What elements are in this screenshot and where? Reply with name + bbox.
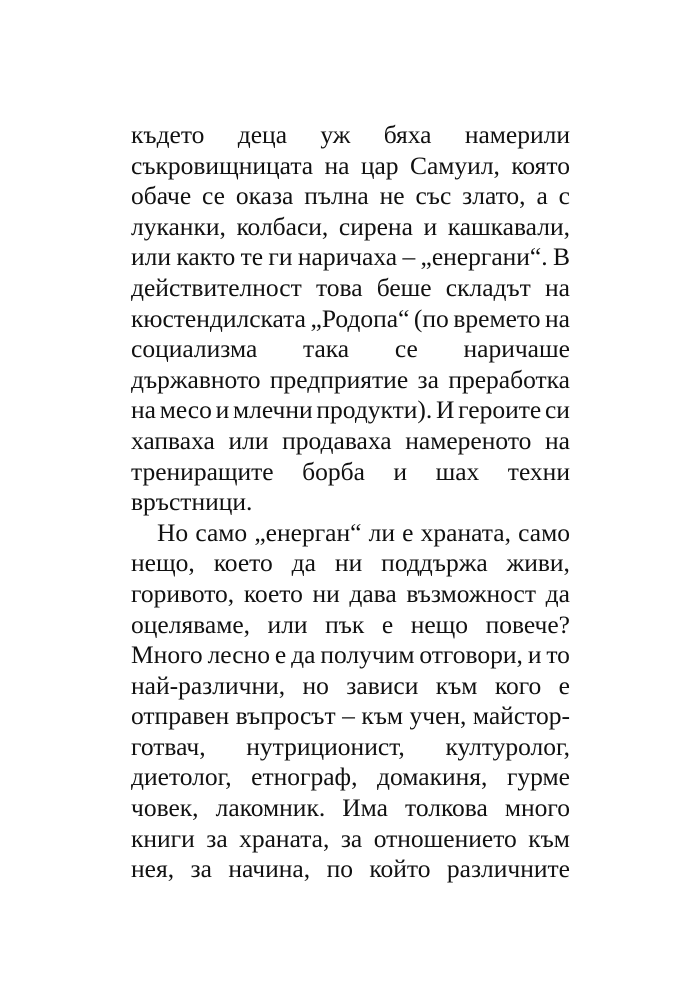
text-line: където деца уж бяха намерили [131, 120, 570, 149]
text-line: диетолог, етнограф, домакиня, гурме [131, 762, 570, 792]
text-line: обаче се оказа пълна не със злато, а с [131, 181, 570, 211]
text-line: Много лесно е да получим отговори, и то [131, 640, 570, 670]
text-line: хапваха или продаваха намереното на [131, 425, 570, 455]
text-line: горивото, което ни дава възможност да [131, 578, 570, 608]
text-line: готвач, нутриционист, културолог, [131, 731, 570, 761]
text-line: кюстендилската „Родопа“ (по времето на [131, 303, 570, 333]
text-line: оцеляваме, или пък е нещо повече? [131, 609, 570, 639]
text-line: нея, за начина, по който различните [131, 854, 570, 884]
paragraph [131, 518, 570, 885]
text-line: трениращите борба и шах техни [131, 456, 570, 486]
text-line: човек, лакомник. Има толкова много [131, 793, 570, 823]
text-line: луканки, колбаси, сирена и кашкавали, [131, 211, 570, 241]
text-line: съкровищницата на цар Самуил, която [131, 150, 570, 180]
text-line: отправен въпросът – към учен, майстор- [131, 701, 570, 731]
text-line: или както те ги наричаха – „енергани“. В [131, 242, 570, 272]
text-line: книги за храната, за отношението към [131, 823, 570, 853]
text-line: Но само „енерган“ ли е храната, само [157, 517, 570, 547]
text-line: държавното предприятие за преработка [131, 364, 570, 394]
text-line: нещо, което да ни поддържа живи, [131, 548, 570, 578]
paragraph [131, 120, 570, 518]
text-line: най-различни, но зависи към кого е [131, 670, 570, 700]
text-line: връстници. [131, 487, 253, 517]
body-text [131, 120, 570, 885]
text-line: социализма така се наричаше [131, 334, 570, 364]
text-line: действителност това беше складът на [131, 272, 570, 302]
text-line: на месо и млечни продукти). И героите си [131, 395, 570, 425]
